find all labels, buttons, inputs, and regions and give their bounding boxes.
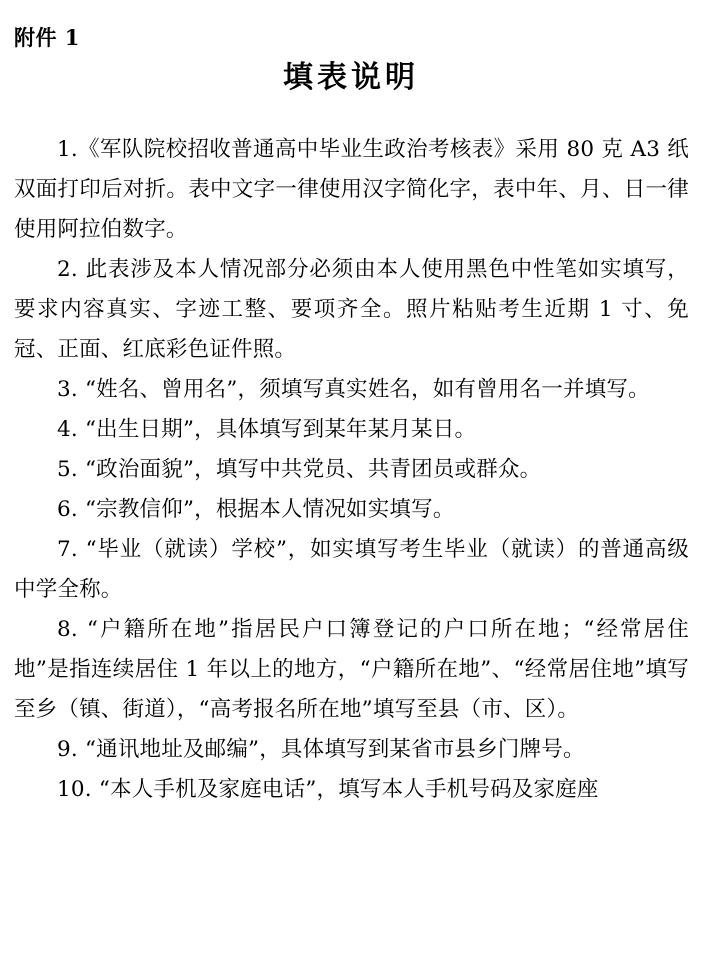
paragraph: 2. 此表涉及本人情况部分必须由本人使用黑色中性笔如实填写，要求内容真实、字迹工整、要项齐全。照片粘贴考生近期 1 寸、免冠、正面、红底彩色证件照。 [14, 257, 689, 362]
paragraph: 4. “出生日期”，具体填写到某年某月某日。 [57, 417, 477, 442]
paragraph: 7. “毕业（就读）学校”，如实填写考生毕业（就读）的普通高级中学全称。 [14, 537, 689, 602]
paragraph: 10. “本人手机及家庭电话”，填写本人手机号码及家庭座 [57, 777, 599, 802]
paragraph: 5. “政治面貌”，填写中共党员、共青团员或群众。 [57, 457, 542, 482]
paragraph: 3. “姓名、曾用名”，须填写真实姓名，如有曾用名一并填写。 [57, 377, 650, 402]
paragraph: 9. “通讯地址及邮编”，具体填写到某省市县乡门牌号。 [57, 737, 585, 762]
paragraph: 1.《军队院校招收普通高中毕业生政治考核表》采用 80 克 A3 纸双面打印后对折。表中文字一律使用汉字简化字，表中年、月、日一律使用阿拉伯数字。 [14, 137, 689, 242]
paragraph: 6. “宗教信仰”，根据本人情况如实填写。 [57, 497, 455, 522]
attachment-label: 附件 1 [14, 25, 80, 50]
document-body [14, 130, 689, 810]
page-title: 填表说明 [283, 60, 419, 95]
paragraph: 8. “户籍所在地”指居民户口簿登记的户口所在地；“经常居住地”是指连续居住 1 年以上的地方，“户籍所在地”、“经常居住地”填写至乡（镇、街道），“高考报名所在地”填写至县（市、区）。 [14, 617, 689, 722]
